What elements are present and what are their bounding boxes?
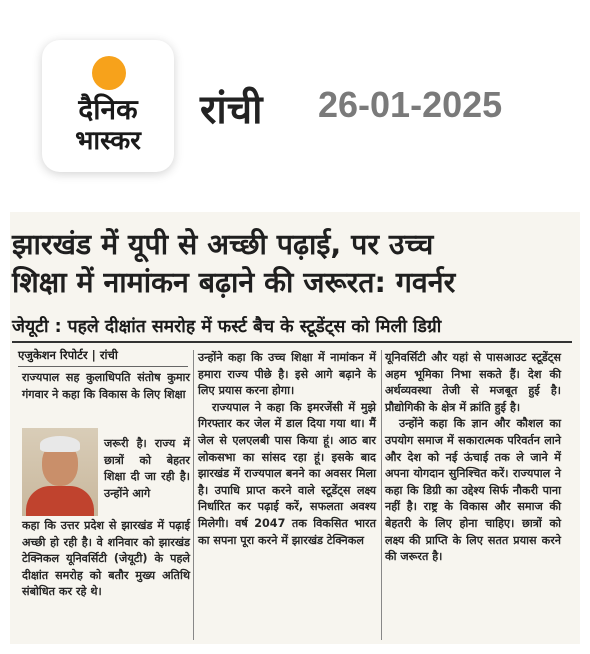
article-headline	[12, 226, 572, 302]
headline-line2: शिक्षा में नामांकन बढ़ाने की जरूरत: गवर्नर	[12, 266, 456, 299]
column2-paragraph1: उन्होंने कहा कि उच्च शिक्षा में नामांकन में हमारा राज्य पीछे है। इसे आगे बढ़ाने के लिए प्रयास करना होगा।	[198, 351, 376, 398]
column-divider	[193, 350, 194, 640]
article-column-3	[385, 350, 561, 566]
column3-paragraph1: यूनिवर्सिटी और यहां से पासआउट स्टूडेंट्स अहम भूमिका निभा सकते हैं। देश की अर्थव्यवस्था तेजी से मजबूत हुई है। प्रौद्योगिकी के क्षेत्र में क्रांति हुई है।	[385, 351, 561, 414]
headline-divider	[12, 341, 572, 343]
column-divider	[381, 350, 382, 640]
byline-divider	[18, 366, 188, 367]
logo-line1: दैनिक	[78, 93, 138, 126]
page-header	[0, 0, 590, 200]
article-column-2	[198, 350, 376, 549]
article-byline: एजुकेशन रिपोर्टर | रांची	[18, 348, 118, 362]
column1-text-top: राज्यपाल सह कुलाधिपति संतोष कुमार गंगवार ने कहा कि विकास के लिए शिक्षा	[22, 371, 190, 401]
logo-line2: भास्कर	[75, 126, 141, 156]
dainik-bhaskar-logo	[42, 40, 174, 172]
article-subheadline: जेयूटी : पहले दीक्षांत समरोह में फर्स्ट बैच के स्टूडेंट्स को मिली डिग्री	[12, 317, 442, 337]
sun-logo-icon	[92, 56, 126, 90]
column3-paragraph2: उन्होंने कहा कि ज्ञान और कौशल का उपयोग समाज में सकारात्मक परिवर्तन लाने और देश को नई ऊंचाई तक ले जाने में अपना योगदान सुनिश्चित करें। राज्यपाल ने कहा कि डिग्री का उद्देश्य सिर्फ नौकरी पाना नहीं है। राष्ट्र के विकास और समाज की बेहतरी के लिए होना चाहिए। छात्रों को लक्ष्य की प्राप्ति के लिए सतत प्रयास करने की जरूरत है।	[385, 417, 561, 564]
column1-text-beside-photo: जरूरी है। राज्य में छात्रों को बेहतर शिक्षा दी जा रही है। उन्होंने आगे	[104, 437, 190, 500]
headline-line1: झारखंड में यूपी से अच्छी पढ़ाई, पर उच्च	[12, 228, 434, 261]
governor-photo	[22, 428, 98, 516]
column2-paragraph2: राज्यपाल ने कहा कि इमरजेंसी में मुझे गिरफ्तार कर जेल में डाल दिया गया था। मैं जेल से एलएलबी पास किया हूं। आठ बार लोकसभा का सांसद रहा हूं। इसके बाद झारखंड में राज्यपाल बनने का अवसर मिला है। उपाधि प्राप्त करने वाले स्टूडेंट्स लक्ष्य निर्धारित कर पढ़ाई करें, सफलता अवश्य मिलेगी। वर्ष 2047 तक विकसित भारत का सपना पूरा करने में झारखंड टेक्निकल	[198, 400, 376, 547]
column1-text-bottom: कहा कि उत्तर प्रदेश से झारखंड में पढ़ाई अच्छी हो रही है। वे शनिवार को झारखंड टेक्निकल यूनिवर्सिटी (जेयूटी) के पहले दीक्षांत समरोह को बतौर मुख्य अतिथि संबोधित कर रहे थे।	[22, 519, 190, 599]
edition-city: रांची	[200, 87, 263, 133]
edition-date: 26-01-2025	[318, 84, 503, 125]
